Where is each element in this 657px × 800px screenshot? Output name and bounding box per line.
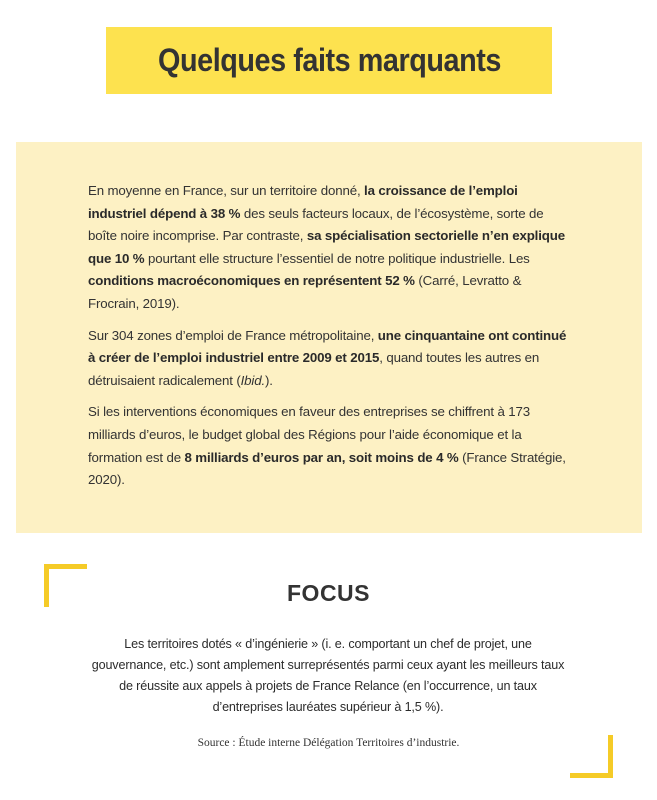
bold-run: une cinquantaine ont continué à créer de l’emploi industriel entre 2009 et 2015 <box>88 327 567 366</box>
bold-run: conditions macroéconomiques en représentent 52 % <box>88 273 415 289</box>
text-run: ). <box>265 372 273 388</box>
text-run: En moyenne en France, sur un territoire donné, <box>88 183 365 198</box>
page-title: Quelques faits marquants <box>157 42 501 78</box>
text-run: pourtant elle structure l’essentiel de notre politique industrielle. Les <box>144 250 530 266</box>
italic-run: Ibid. <box>240 372 266 388</box>
bold-run: sa spécialisation sectorielle n’en explique que 10 % <box>88 228 565 266</box>
text-run: Sur 304 zones d’emploi de France métropolitaine, <box>88 327 378 343</box>
text-run: (Carré, Levratto & Frocrain, 2019). <box>88 273 522 311</box>
focus-title: FOCUS <box>287 580 370 606</box>
facts-panel <box>16 142 642 533</box>
source-note: Source : Étude interne Délégation Territoires d’industrie. <box>197 737 460 749</box>
fact-paragraph-1 <box>88 180 568 316</box>
text-run: des seuls facteurs locaux, de l’écosystème, sorte de boîte noire incomprise. Par contraste, <box>88 205 544 244</box>
focus-text: Les territoires dotés « d’ingénierie » (i. e. comportant un chef de projet, une gouvernance, etc.) sont amplement surreprésentés parmi ceux ayant les meilleurs taux de réussite aux appels à projets de France Relance (en l’occurrence, un taux d’entreprises lauréates supérieur à 1,5 %). <box>91 637 565 714</box>
bold-run: la croissance de l’emploi industriel dépend à 38 % <box>88 183 518 221</box>
fact-paragraph-2 <box>88 325 568 393</box>
text-run: Si les interventions économiques en faveur des entreprises se chiffrent à 173 milliards d’euros, le budget global des Régions pour l’aide économique et la formation est de <box>88 404 531 465</box>
text-run: (France Stratégie, 2020). <box>88 449 566 488</box>
text-run: , quand toutes les autres en détruisaient radicalement ( <box>88 350 540 388</box>
fact-paragraph-3 <box>88 401 568 491</box>
bold-run: 8 milliards d’euros par an, soit moins de 4 % <box>184 449 459 465</box>
title-banner <box>106 27 552 94</box>
